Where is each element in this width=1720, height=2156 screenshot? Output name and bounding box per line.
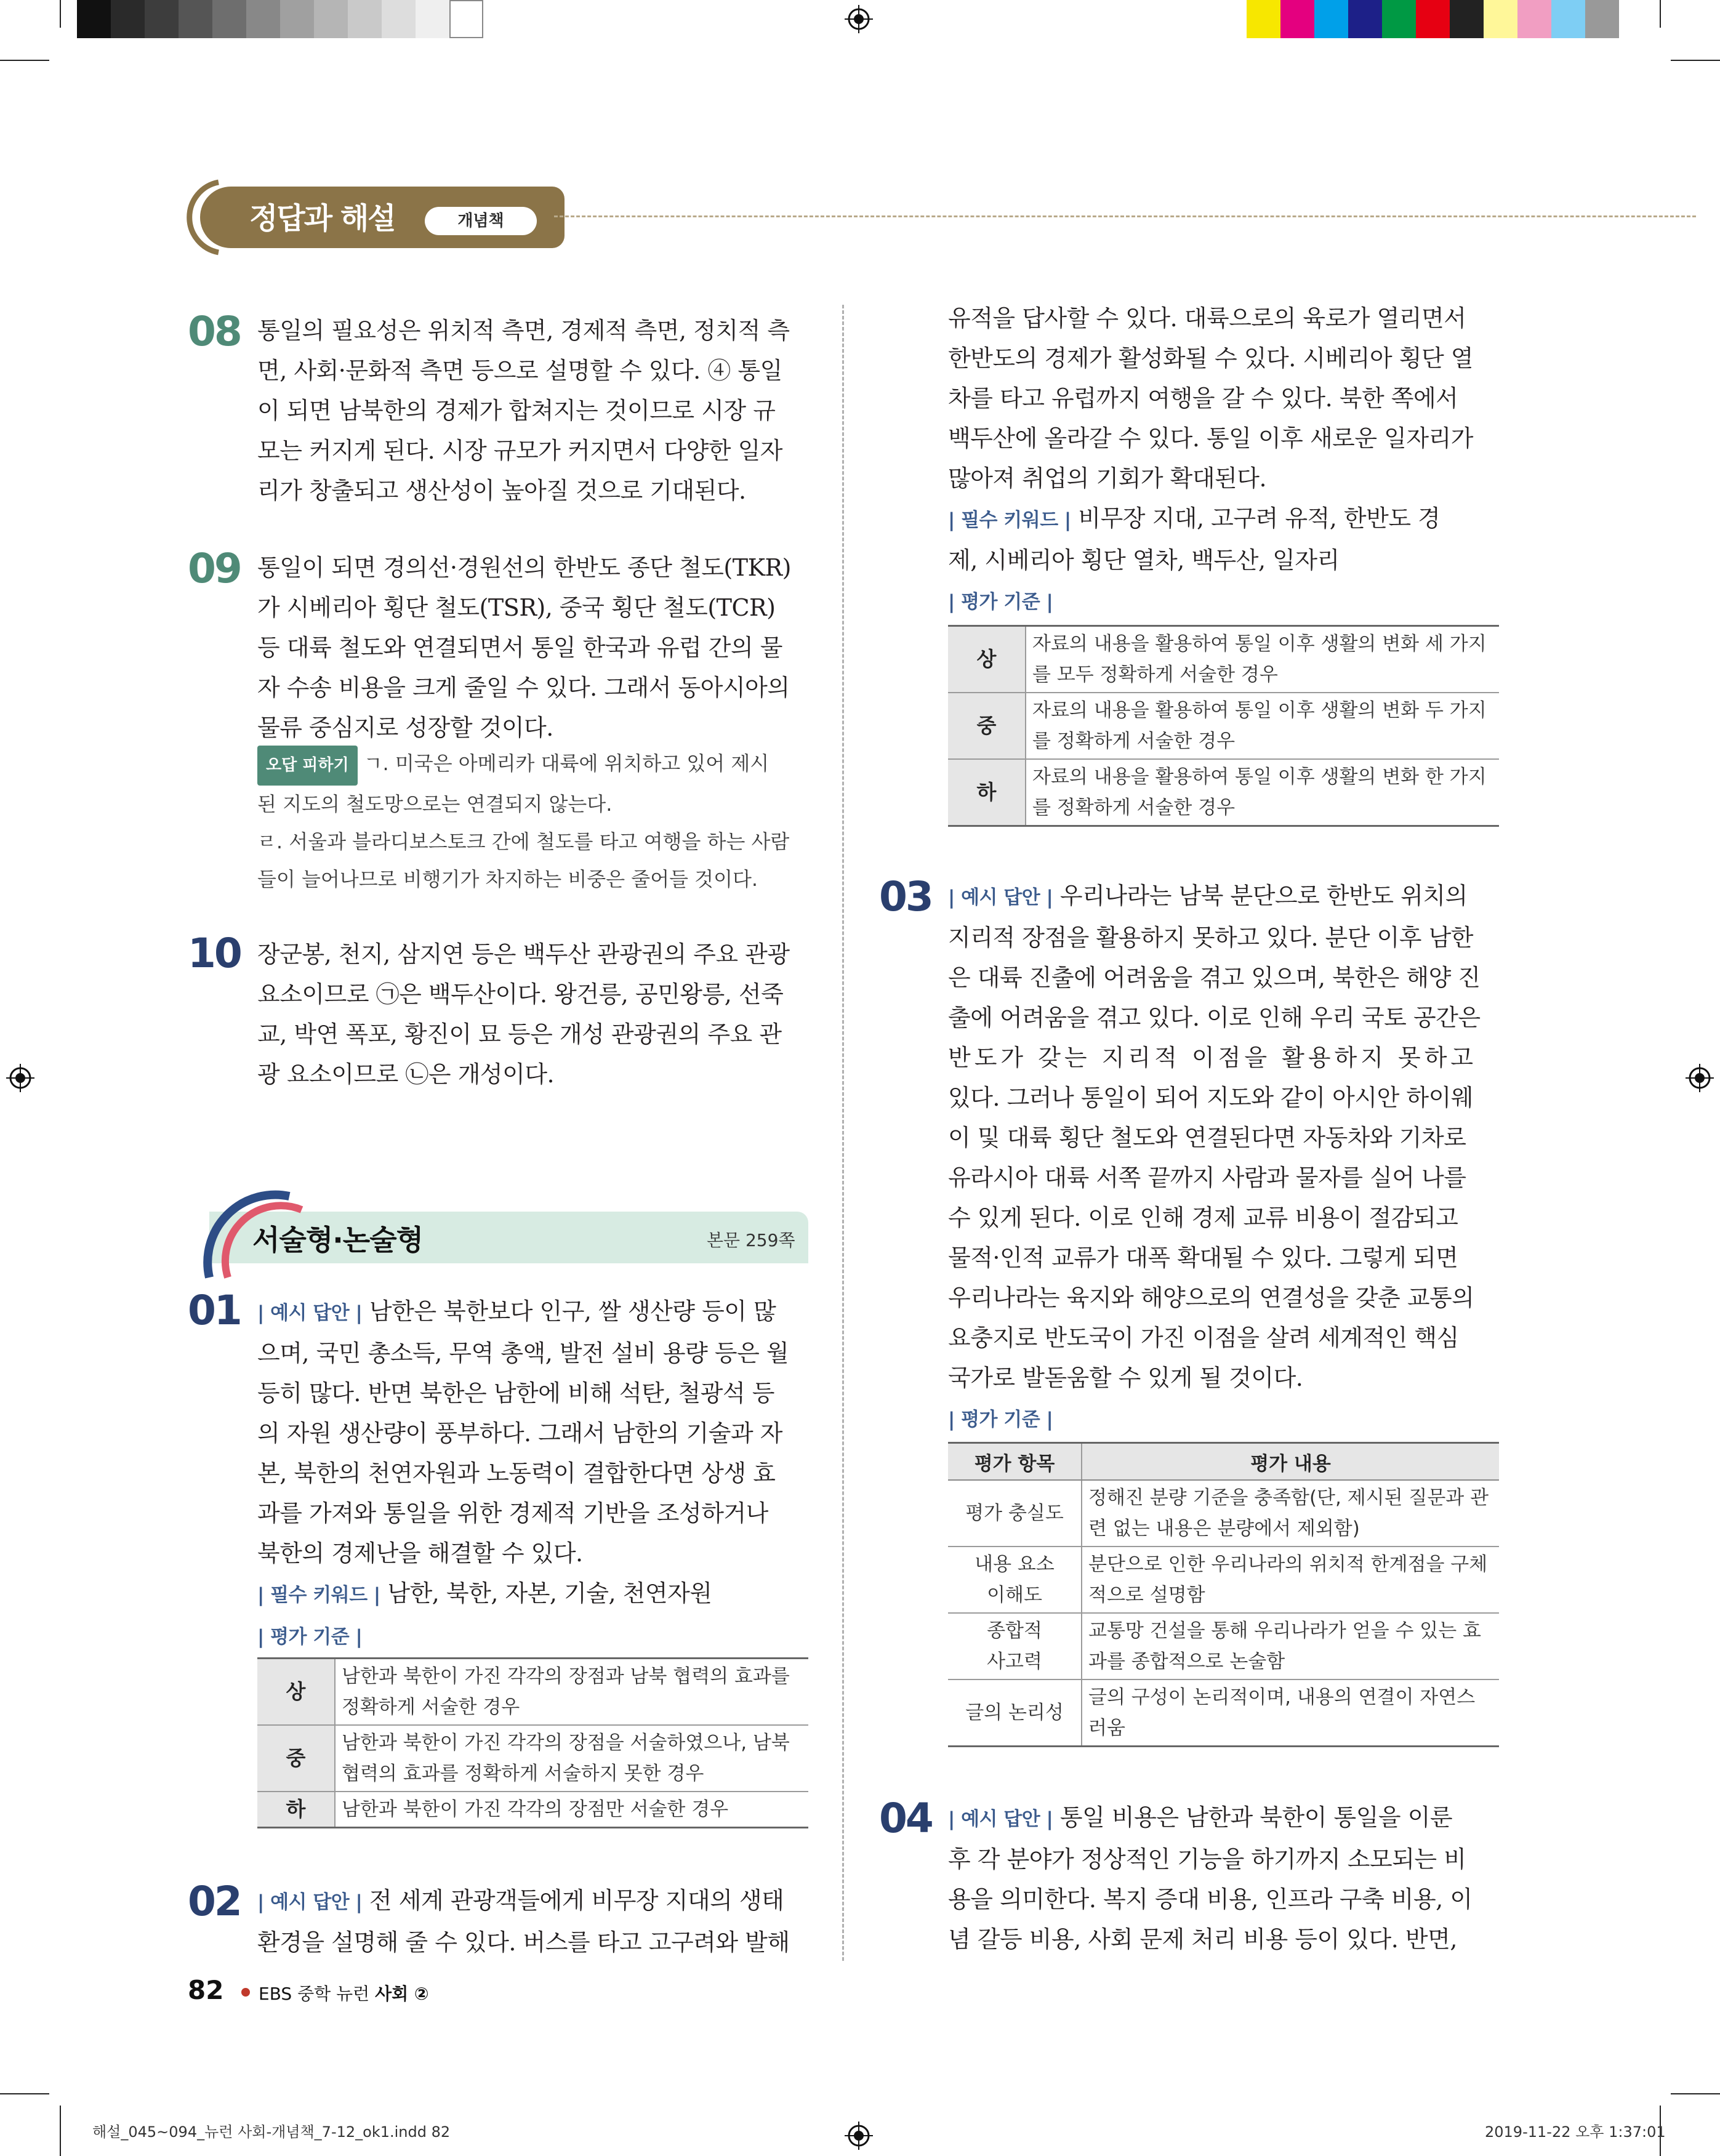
header-divider <box>554 215 1696 217</box>
grade-cell: 상 <box>257 1659 335 1726</box>
criteria-label: | 평가 기준 | <box>948 591 1053 613</box>
content-cell: 정해진 분량 기준을 충족함(단, 제시된 질문과 관 련 없는 내용은 분량에서 제외함) <box>1082 1480 1499 1547</box>
registration-mark-icon <box>845 5 873 33</box>
answer-text-s02: | 예시 답안 | 전 세계 관광객들에게 비무장 지대의 생태 환경을 설명해 줄 수 있다. 버스를 타고 고구려와 발해 <box>257 1887 790 1956</box>
file-slug: 해설_045~094_뉴런 사회-개념책_7-12_ok1.indd 82 <box>92 2123 451 2141</box>
criteria-cell: 자료의 내용을 활용하여 통일 이후 생활의 변화 한 가지 를 정확하게 서술한 경우 <box>1026 759 1499 826</box>
trim-mark <box>1671 60 1720 61</box>
registration-mark-icon <box>6 1064 34 1092</box>
table-row <box>948 759 1499 826</box>
content-cell: 교통망 건설을 통해 우리나라가 얻을 수 있는 효 과를 종합적으로 논술함 <box>1082 1613 1499 1679</box>
column-header: 평가 항목 <box>948 1443 1082 1481</box>
answer-text-08: 통일의 필요성은 위치적 측면, 경제적 측면, 정치적 측 면, 사회·문화적 측면 등으로 설명할 수 있다. ④ 통일 이 되면 남북한의 경제가 합쳐지는 것이므로 시장 규 모는 커지게 된다. 시장 규모가 커지면서 다양한 일자 리가 창출되고 생산성이 높아질 것으로 기대된다. <box>257 317 790 504</box>
answer-text-10: 장군봉, 천지, 삼지연 등은 백두산 관광권의 주요 관광 요소이므로 ㉠은 백두산이다. 왕건릉, 공민왕릉, 선죽 교, 박연 폭포, 황진이 묘 등은 개성 관광권의 주요 관 광 요소이므로 ㉡은 개성이다. <box>257 941 790 1088</box>
question-number: 02 <box>188 1878 241 1925</box>
grade-cell: 하 <box>257 1792 335 1828</box>
criteria-cell: 자료의 내용을 활용하여 통일 이후 생활의 변화 두 가지 를 정확하게 서술한 경우 <box>1026 693 1499 759</box>
criteria-cell: 남한과 북한이 가진 각각의 장점을 서술하였으나, 남북 협력의 효과를 정확하게 서술하지 못한 경우 <box>335 1725 808 1792</box>
grade-cell: 하 <box>948 759 1026 826</box>
required-keyword-label: | 필수 키워드 | <box>948 509 1071 531</box>
criteria-cell: 남한과 북한이 가진 각각의 장점과 남북 협력의 효과를 정확하게 서술한 경우 <box>335 1659 808 1726</box>
table-row <box>257 1792 808 1828</box>
item-cell: 글의 논리성 <box>948 1679 1082 1747</box>
wrong-answer-badge: 오답 피하기 <box>257 746 358 786</box>
criteria-label: | 평가 기준 | <box>948 1409 1053 1431</box>
question-number: 03 <box>879 873 932 920</box>
content-cell: 글의 구성이 논리적이며, 내용의 연결이 자연스 러움 <box>1082 1679 1499 1747</box>
grading-table <box>948 625 1499 827</box>
book-title: EBS 중학 뉴런 사회 ② <box>259 1984 429 2004</box>
question-number: 04 <box>879 1795 932 1842</box>
trim-mark <box>60 0 61 28</box>
question-number: 08 <box>188 308 241 355</box>
answer-text-s01: | 예시 답안 | 남한은 북한보다 인구, 쌀 생산량 등이 많 으며, 국민 총소득, 무역 총액, 발전 설비 용량 등은 월 등히 많다. 반면 북한은 남한에 비해 석탄, 철광석 등 의 자원 생산량이 풍부하다. 그래서 남한의 기술과 자 본, 북한의 천연자원과 노동력이 결합한다면 상생 효 과를 가져와 통일을 위한 경제적 기반을 조성하거나 북한의 경제난을 해결할 수 있다. | 필수 키워드 | 남한, 북한, 자본, 기술, 천연자원 | 평가 기준 | <box>257 1298 789 1648</box>
item-cell: 내용 요소 이해도 <box>948 1547 1082 1613</box>
trim-mark <box>1671 2093 1720 2094</box>
table-row <box>948 1547 1499 1613</box>
answer-text-09: 통일이 되면 경의선·경원선의 한반도 종단 철도(TKR) 가 시베리아 횡단 철도(TSR), 중국 횡단 철도(TCR) 등 대륙 철도와 연결되면서 통일 한국과 유럽 간의 물 자 수송 비용을 크게 줄일 수 있다. 그래서 동아시아의 물류 중심지로 성장할 것이다. <box>257 554 791 741</box>
table-row <box>257 1659 808 1726</box>
wrong-answer-note: 오답 피하기 ㄱ. 미국은 아메리카 대륙에 위치하고 있어 제시 된 지도의 철도망으로는 연결되지 않는다. ㄹ. 서울과 블라디보스토크 간에 철도를 타고 여행을 하는 사람 들이 늘어나므로 비행기가 차지하는 비중은 줄어들 것이다. <box>257 745 808 898</box>
example-answer-label: | 예시 답안 | <box>948 887 1053 909</box>
column-divider <box>842 305 844 1961</box>
trim-mark <box>0 60 49 61</box>
page-title: 정답과 해설 <box>249 201 395 236</box>
table-row <box>948 1480 1499 1547</box>
trim-mark <box>60 2106 61 2156</box>
bullet-icon <box>241 1988 250 1997</box>
section-title: 서술형·논술형 <box>252 1223 424 1257</box>
grading-table <box>257 1657 808 1828</box>
item-cell: 종합적 사고력 <box>948 1613 1082 1679</box>
example-answer-label: | 예시 답안 | <box>257 1891 363 1913</box>
answer-text-s02-cont: 유적을 답사할 수 있다. 대륙으로의 육로가 열리면서 한반도의 경제가 활성화될 수 있다. 시베리아 횡단 열 차를 타고 유럽까지 여행을 갈 수 있다. 북한 쪽에서 백두산에 올라갈 수 있다. 통일 이후 새로운 일자리가 많아져 취업의 기회가 확대된다. | 필수 키워드 | 비무장 지대, 고구려 유적, 한반도 경 제, 시베리아 횡단 열차, 백두산, 일자리 | 평가 기준 | <box>948 305 1474 613</box>
item-cell: 평가 충실도 <box>948 1480 1082 1547</box>
criteria-cell: 남한과 북한이 가진 각각의 장점만 서술한 경우 <box>335 1792 808 1828</box>
table-row <box>948 1613 1499 1679</box>
print-date: 2019-11-22 오후 1:37:01 <box>1485 2123 1666 2141</box>
table-row <box>948 626 1499 693</box>
table-header-row <box>948 1443 1499 1481</box>
registration-mark-icon <box>1686 1064 1714 1092</box>
example-answer-label: | 예시 답안 | <box>257 1302 363 1324</box>
section-page-ref: 본문 259쪽 <box>707 1230 795 1250</box>
example-answer-label: | 예시 답안 | <box>948 1808 1053 1830</box>
grade-cell: 중 <box>257 1725 335 1792</box>
page-number: 82 <box>188 1975 224 2005</box>
criteria-label: | 평가 기준 | <box>257 1626 363 1648</box>
grade-cell: 중 <box>948 693 1026 759</box>
table-row <box>948 1679 1499 1747</box>
question-number: 10 <box>188 930 241 977</box>
header-tag: 개념책 <box>425 207 537 235</box>
required-keyword-label: | 필수 키워드 | <box>257 1584 380 1606</box>
answer-text-s03: | 예시 답안 | 우리나라는 남북 분단으로 한반도 위치의 지리적 장점을 활용하지 못하고 있다. 분단 이후 남한 은 대륙 진출에 어려움을 겪고 있으며, 북한은 해양 진 출에 어려움을 겪고 있다. 이로 인해 우리 국토 공간은 반도가 갖는 지리적 이점을 활용하지 못하고 있다. 그러나 통일이 되어 지도와 같이 아시안 하이웨 이 및 대륙 횡단 철도와 연결된다면 자동차와 기차로 유라시아 대륙 서쪽 끝까지 사람과 물자를 실어 나를 수 있게 된다. 이로 인해 경제 교류 비용이 절감되고 물적·인적 교류가 대폭 확대될 수 있다. 그렇게 되면 우리나라는 육지와 해양으로의 연결성을 갖춘 교통의 요충지로 반도국이 가진 이점을 살려 세계적인 핵심 국가로 발돋움할 수 있게 될 것이다. | 평가 기준 | <box>948 882 1481 1431</box>
evaluation-table <box>948 1442 1499 1747</box>
table-row <box>948 693 1499 759</box>
question-number: 01 <box>188 1287 241 1334</box>
registration-mark-icon <box>845 2122 873 2150</box>
trim-mark <box>0 2093 49 2094</box>
grade-cell: 상 <box>948 626 1026 693</box>
question-number: 09 <box>188 545 241 592</box>
content-cell: 분단으로 인한 우리나라의 위치적 한계점을 구체 적으로 설명함 <box>1082 1547 1499 1613</box>
trim-mark <box>1660 0 1661 28</box>
table-row <box>257 1725 808 1792</box>
criteria-cell: 자료의 내용을 활용하여 통일 이후 생활의 변화 세 가지 를 모두 정확하게 서술한 경우 <box>1026 626 1499 693</box>
answer-text-s04: | 예시 답안 | 통일 비용은 남한과 북한이 통일을 이룬 후 각 분야가 정상적인 기능을 하기까지 소모되는 비 용을 의미한다. 복지 증대 비용, 인프라 구축 비용, 이 념 갈등 비용, 사회 문제 처리 비용 등이 있다. 반면, <box>948 1804 1473 1953</box>
column-header: 평가 내용 <box>1082 1443 1499 1481</box>
